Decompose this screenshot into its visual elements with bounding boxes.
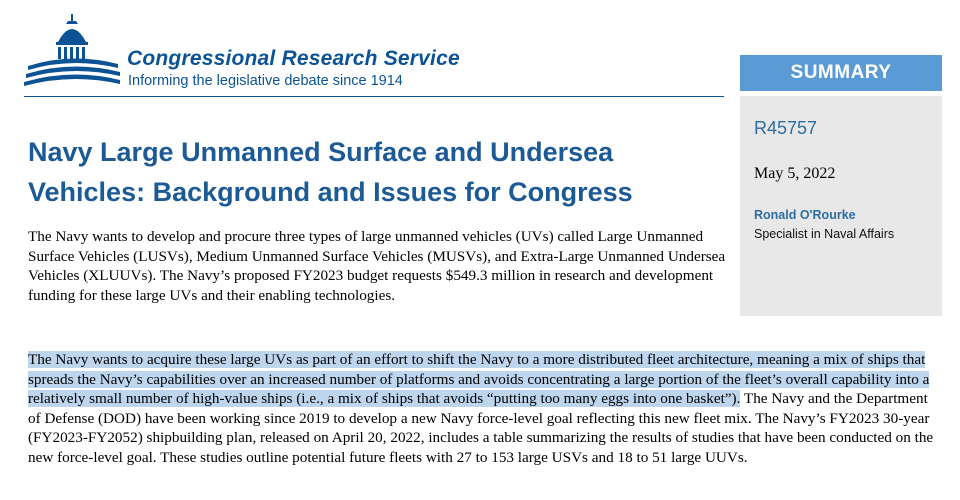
document-title: Navy Large Unmanned Surface and Undersea Vehicles: Background and Issues for Congress [28,137,633,207]
org-name: Congressional Research Service [127,47,460,70]
side-panel [740,96,942,316]
paragraph-text[interactable]: The Navy and the Department of Defense (DOD) have been working since 2019 to develop a new Navy force-level goal reflecting this new fleet mix. The Navy’s FY2023 30-year (FY2023-FY2052) shipbuilding plan, released on April 20, 2022, includes a table summarizing the results of studies that have been conducted on the new force-level goal. These studies outline potential future fleets with 27 to 153 large USVs and 18 to 51 large UUVs. [28,390,934,466]
header-divider [24,96,724,97]
paragraph-fleet-architecture[interactable] [28,350,938,468]
paragraph-intro[interactable]: The Navy wants to develop and procure three types of large unmanned vehicles (UVs) called Large Unmanned Surface Vehicles (LUSVs), Medium Unmanned Surface Vehicles (MUSVs), and Extra-Large Unmanned Undersea Vehicles (XLUUVs). The Navy’s proposed FY2023 budget requests $549.3 million in research and development funding for these large UVs and their enabling technologies. [28,228,726,304]
capitol-dome-logo-icon [22,12,122,90]
highlighted-text-selection[interactable]: The Navy wants to acquire these large UVs as part of an effort to shift the Navy to a more distributed fleet architecture, meaning a mix of ships that spreads the Navy’s capabilities over an increased number of platforms and avoids concentrating a large portion of the fleet’s overall capability into a relatively small number of high-value ships (i.e., a mix of ships that avoids “putting too many eggs into one basket”). [28,351,930,408]
report-date: May 5, 2022 [754,165,836,182]
org-tagline: Informing the legislative debate since 1914 [128,73,403,89]
author-name: Ronald O'Rourke [754,208,856,222]
author-title: Specialist in Naval Affairs [754,227,895,241]
summary-label: SUMMARY [740,55,942,91]
report-number: R45757 [754,118,818,138]
